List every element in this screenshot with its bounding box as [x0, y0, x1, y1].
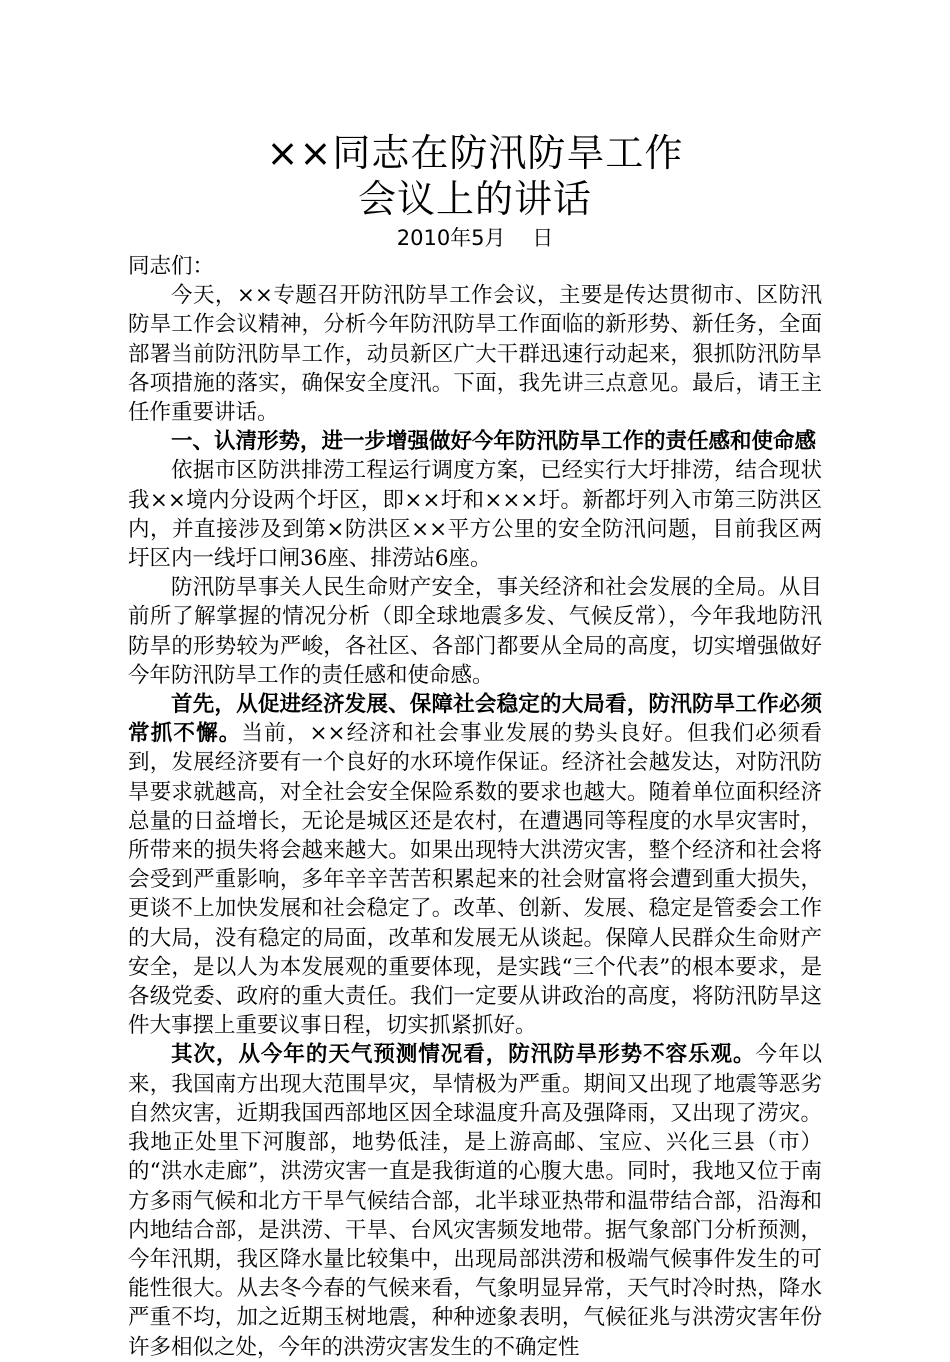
section-heading: 一、认清形势，进一步增强做好今年防汛防旱工作的责任感和使命感 — [171, 429, 817, 455]
paragraph-flood-zones: 依据市区防洪排涝工程运行调度方案，已经实行大圩排涝，结合现状我××境内分设两个圩区，即××圩和×××圩。新都圩列入市第三防洪区内，并直接涉及到第×防洪区××平方公里的安全防汛问题，目前我区两圩区内一线圩口闸36座、排涝站6座。 — [128, 458, 822, 572]
second-point-lead: 其次，从今年的天气预测情况看，防汛防旱形势不容乐观。 — [171, 1042, 756, 1068]
second-point-text: 今年以来，我国南方出现大范围旱灾，旱情极为严重。期间又出现了地震等恶劣自然灾害，近期我国西部地区因全球温度升高及强降雨，又出现了涝灾。我地正处里下河腹部，地势低洼，是上游高邮、宝应、兴化三县（市）的“洪水走廊”，洪涝灾害一直是我街道的心腹大患。同时，我地又位于南方多雨气候和北方干旱气候结合部，北半球亚热带和温带结合部，沿海和内地结合部，是洪涝、干旱、台风灾害频发地带。据气象部门分析预测，今年汛期，我区降水量比较集中，出现局部洪涝和极端气候事件发生的可能性很大。从去冬今春的气候来看，气象明显异常，天气时冷时热，降水严重不均，加之近期玉树地震，种种迹象表明，气候征兆与洪涝灾害年份许多相似之处，今年的洪涝灾害发生的不确定性 — [128, 1042, 822, 1360]
intro-paragraph: 今天，××专题召开防汛防旱工作会议，主要是传达贯彻市、区防汛防旱工作会议精神，分析今年防汛防旱工作面临的新形势、新任务，全面部署当前防汛防旱工作，动员新区广大干群迅速行动起来，狠抓防汛防旱各项措施的落实，确保安全度汛。下面，我先讲三点意见。最后，请王主任作重要讲话。 — [128, 283, 822, 426]
document-body — [128, 252, 822, 1362]
salutation: 同志们： — [128, 254, 215, 279]
document-title — [128, 130, 822, 222]
document-page — [128, 130, 822, 1362]
first-point-text: 当前，××经济和社会事业发展的势头良好。但我们必须看到，发展经济要有一个良好的水环境作保证。经济社会越发达，对防汛防旱要求就越高，对全社会安全保险系数的要求也越大。随着单位面积经济总量的日益增长，无论是城区还是农村，在遭遇同等程度的水旱灾害时，所带来的损失将会越来越大。如果出现特大洪涝灾害，整个经济和社会将会受到严重影响，多年辛辛苦苦积累起来的社会财富将会遭到重大损失，更谈不上加快发展和社会稳定了。改革、创新、发展、稳定是管委会工作的大局，没有稳定的局面，改革和发展无从谈起。保障人民群众生命财产安全，是以人为本发展观的重要体现，是实践“三个代表”的根本要求，是各级党委、政府的重大责任。我们一定要从讲政治的高度，将防汛防旱这件大事摆上重要议事日程，切实抓紧抓好。 — [128, 721, 822, 1039]
speech-date: 2010年5月 日 — [396, 226, 554, 250]
paragraph-situation: 防汛防旱事关人民生命财产安全，事关经济和社会发展的全局。从目前所了解掌握的情况分析（即全球地震多发、气候反常），今年我地防汛防旱的形势较为严峻，各社区、各部门都要从全局的高度，切实增强做好今年防汛防旱工作的责任感和使命感。 — [128, 575, 822, 688]
paragraph-second-point — [128, 1040, 822, 1361]
title-line-1: ××同志在防汛防旱工作 — [266, 131, 684, 175]
paragraph-first-point — [128, 690, 822, 1040]
title-line-2: 会议上的讲话 — [357, 177, 592, 221]
first-point-lead: 首先，从促进经济发展、保障社会稳定的大局看，防汛防旱工作必须常抓不懈。 — [128, 692, 822, 747]
